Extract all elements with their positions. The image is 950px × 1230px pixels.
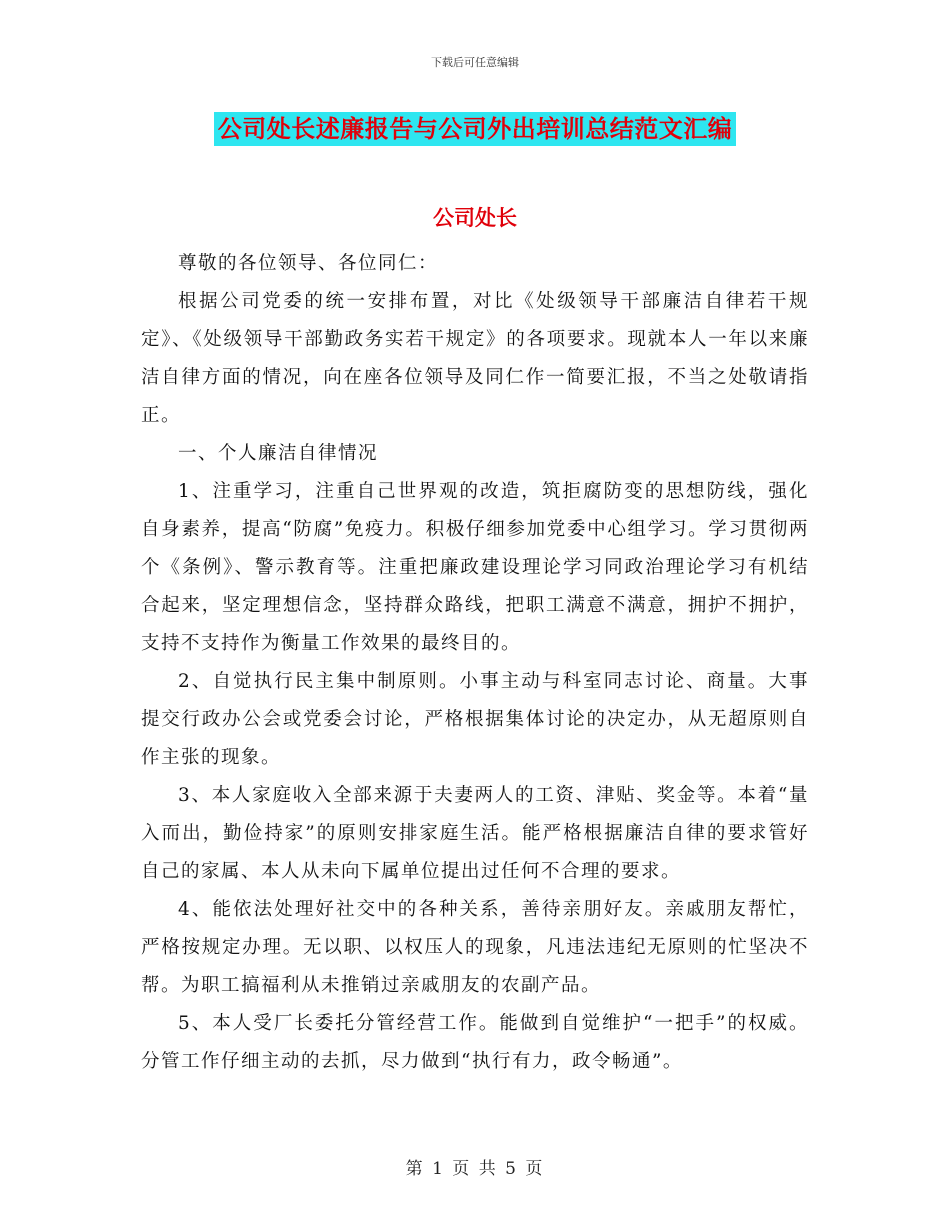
section-heading-paragraph: 一、个人廉洁自律情况 (178, 443, 379, 464)
body-paragraph: 5、本人受厂长委托分管经营工作。能做到自觉维护“一把手”的权威。分管工作仔细主动的去抓，尽力做到“执行有力，政令畅通”。 (141, 1013, 809, 1072)
document-title-container (0, 112, 950, 146)
body-paragraph: 3、本人家庭收入全部来源于夫妻两人的工资、津贴、奖金等。本着“量入而出，勤俭持家”的原则安排家庭生活。能严格根据廉洁自律的要求管好自己的家属、本人从未向下属单位提出过任何不合理的要求。 (141, 785, 809, 882)
body-paragraph: 4、能依法处理好社交中的各种关系，善待亲朋好友。亲戚朋友帮忙，严格按规定办理。无以职、以权压人的现象，凡违法违纪无原则的忙坚决不帮。为职工搞福利从未推销过亲戚朋友的农副产品。 (141, 899, 809, 996)
salutation-paragraph: 尊敬的各位领导、各位同仁： (178, 253, 439, 274)
body-paragraph: 2、自觉执行民主集中制原则。小事主动与科室同志讨论、商量。大事提交行政办公会或党委会讨论，严格根据集体讨论的决定办，从无超原则自作主张的现象。 (141, 671, 809, 768)
header-note: 下载后可任意编辑 (431, 56, 519, 69)
body-paragraph: 1、注重学习，注重自己世界观的改造，筑拒腐防变的思想防线，强化自身素养，提高“防腐”免疫力。积极仔细参加党委中心组学习。学习贯彻两个《条例》、警示教育等。注重把廉政建设理论学习同政治理论学习有机结合起来，坚定理想信念，坚持群众路线，把职工满意不满意，拥护不拥护，支持不支持作为衡量工作效果的最终目的。 (141, 481, 809, 654)
document-body (141, 245, 809, 1081)
section-title: 公司处长 (433, 206, 517, 230)
body-paragraph: 根据公司党委的统一安排布置，对比《处级领导干部廉洁自律若干规定》、《处级领导干部勤政务实若干规定》的各项要求。现就本人一年以来廉洁自律方面的情况，向在座各位领导及同仁作一简要汇报，不当之处敬请指正。 (141, 291, 809, 426)
page-number-footer: 第 1 页 共 5 页 (405, 1159, 545, 1179)
document-title: 公司处长述廉报告与公司外出培训总结范文汇编 (214, 112, 737, 146)
